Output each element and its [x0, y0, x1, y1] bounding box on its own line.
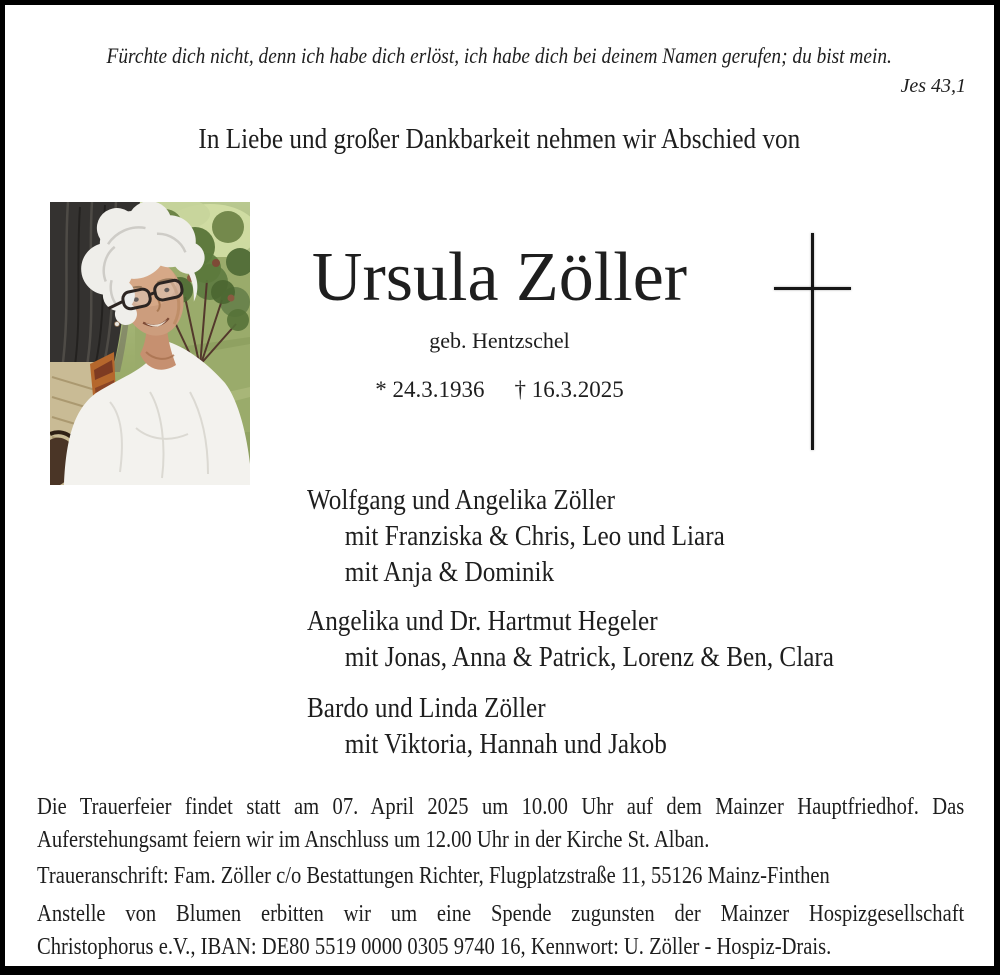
donation-notice-line: Anstelle von Blumen erbitten wir um eine Spende zugunsten der Mainzer Hospizgesellschaft	[37, 901, 965, 927]
family-parents: Wolfgang und Angelika Zöller	[307, 485, 616, 516]
deceased-block	[5, 239, 994, 403]
donation-notice-line: Christophorus e.V., IBAN: DE80 5519 0000 0305 9740 16, Kennwort: U. Zöller - Hospiz-Drais.	[37, 934, 832, 960]
family-group	[307, 691, 834, 763]
bible-quote-row	[5, 43, 994, 69]
family-group	[307, 604, 834, 676]
life-dates	[5, 376, 994, 403]
intro-line: In Liebe und großer Dankbarkeit nehmen wir Abschied von	[198, 124, 801, 155]
family-parents: Bardo und Linda Zöller	[307, 693, 546, 724]
family-children-line: mit Jonas, Anna & Patrick, Lorenz & Ben, Clara	[344, 642, 835, 673]
deceased-name: Ursula Zöller	[311, 239, 688, 316]
mourning-address: Traueranschrift: Fam. Zöller c/o Bestattungen Richter, Flugplatzstraße 11, 55126 Mainz-Finthen	[37, 863, 830, 889]
funeral-notice-line: Die Trauerfeier findet statt am 07. April 2025 um 10.00 Uhr auf dem Mainzer Hauptfriedhof. Das	[37, 794, 965, 820]
cross-horizontal-bar	[774, 287, 851, 290]
notices-block	[37, 791, 964, 964]
death-date: † 16.3.2025	[514, 377, 624, 402]
donation-notice	[37, 898, 964, 964]
family-children-line: mit Anja & Dominik	[344, 557, 555, 588]
intro-row	[5, 121, 994, 159]
mourners-list	[307, 483, 834, 763]
funeral-notice	[37, 791, 964, 857]
family-children-line: mit Franziska & Chris, Leo und Liara	[344, 521, 725, 552]
family-parents: Angelika und Dr. Hartmut Hegeler	[307, 606, 658, 637]
family-children-line: mit Viktoria, Hannah und Jakob	[344, 729, 667, 760]
family-group	[307, 483, 834, 591]
bible-reference: Jes 43,1	[900, 75, 966, 97]
maiden-name: geb. Hentzschel	[429, 328, 570, 353]
birth-date: * 24.3.1936	[375, 377, 485, 402]
cross-vertical-bar	[811, 233, 814, 450]
funeral-notice-line: Auferstehungsamt feiern wir im Anschluss um 12.00 Uhr in der Kirche St. Alban.	[37, 827, 710, 853]
bible-quote: Fürchte dich nicht, denn ich habe dich erlöst, ich habe dich bei deinem Namen gerufen; du bist mein.	[106, 43, 893, 68]
